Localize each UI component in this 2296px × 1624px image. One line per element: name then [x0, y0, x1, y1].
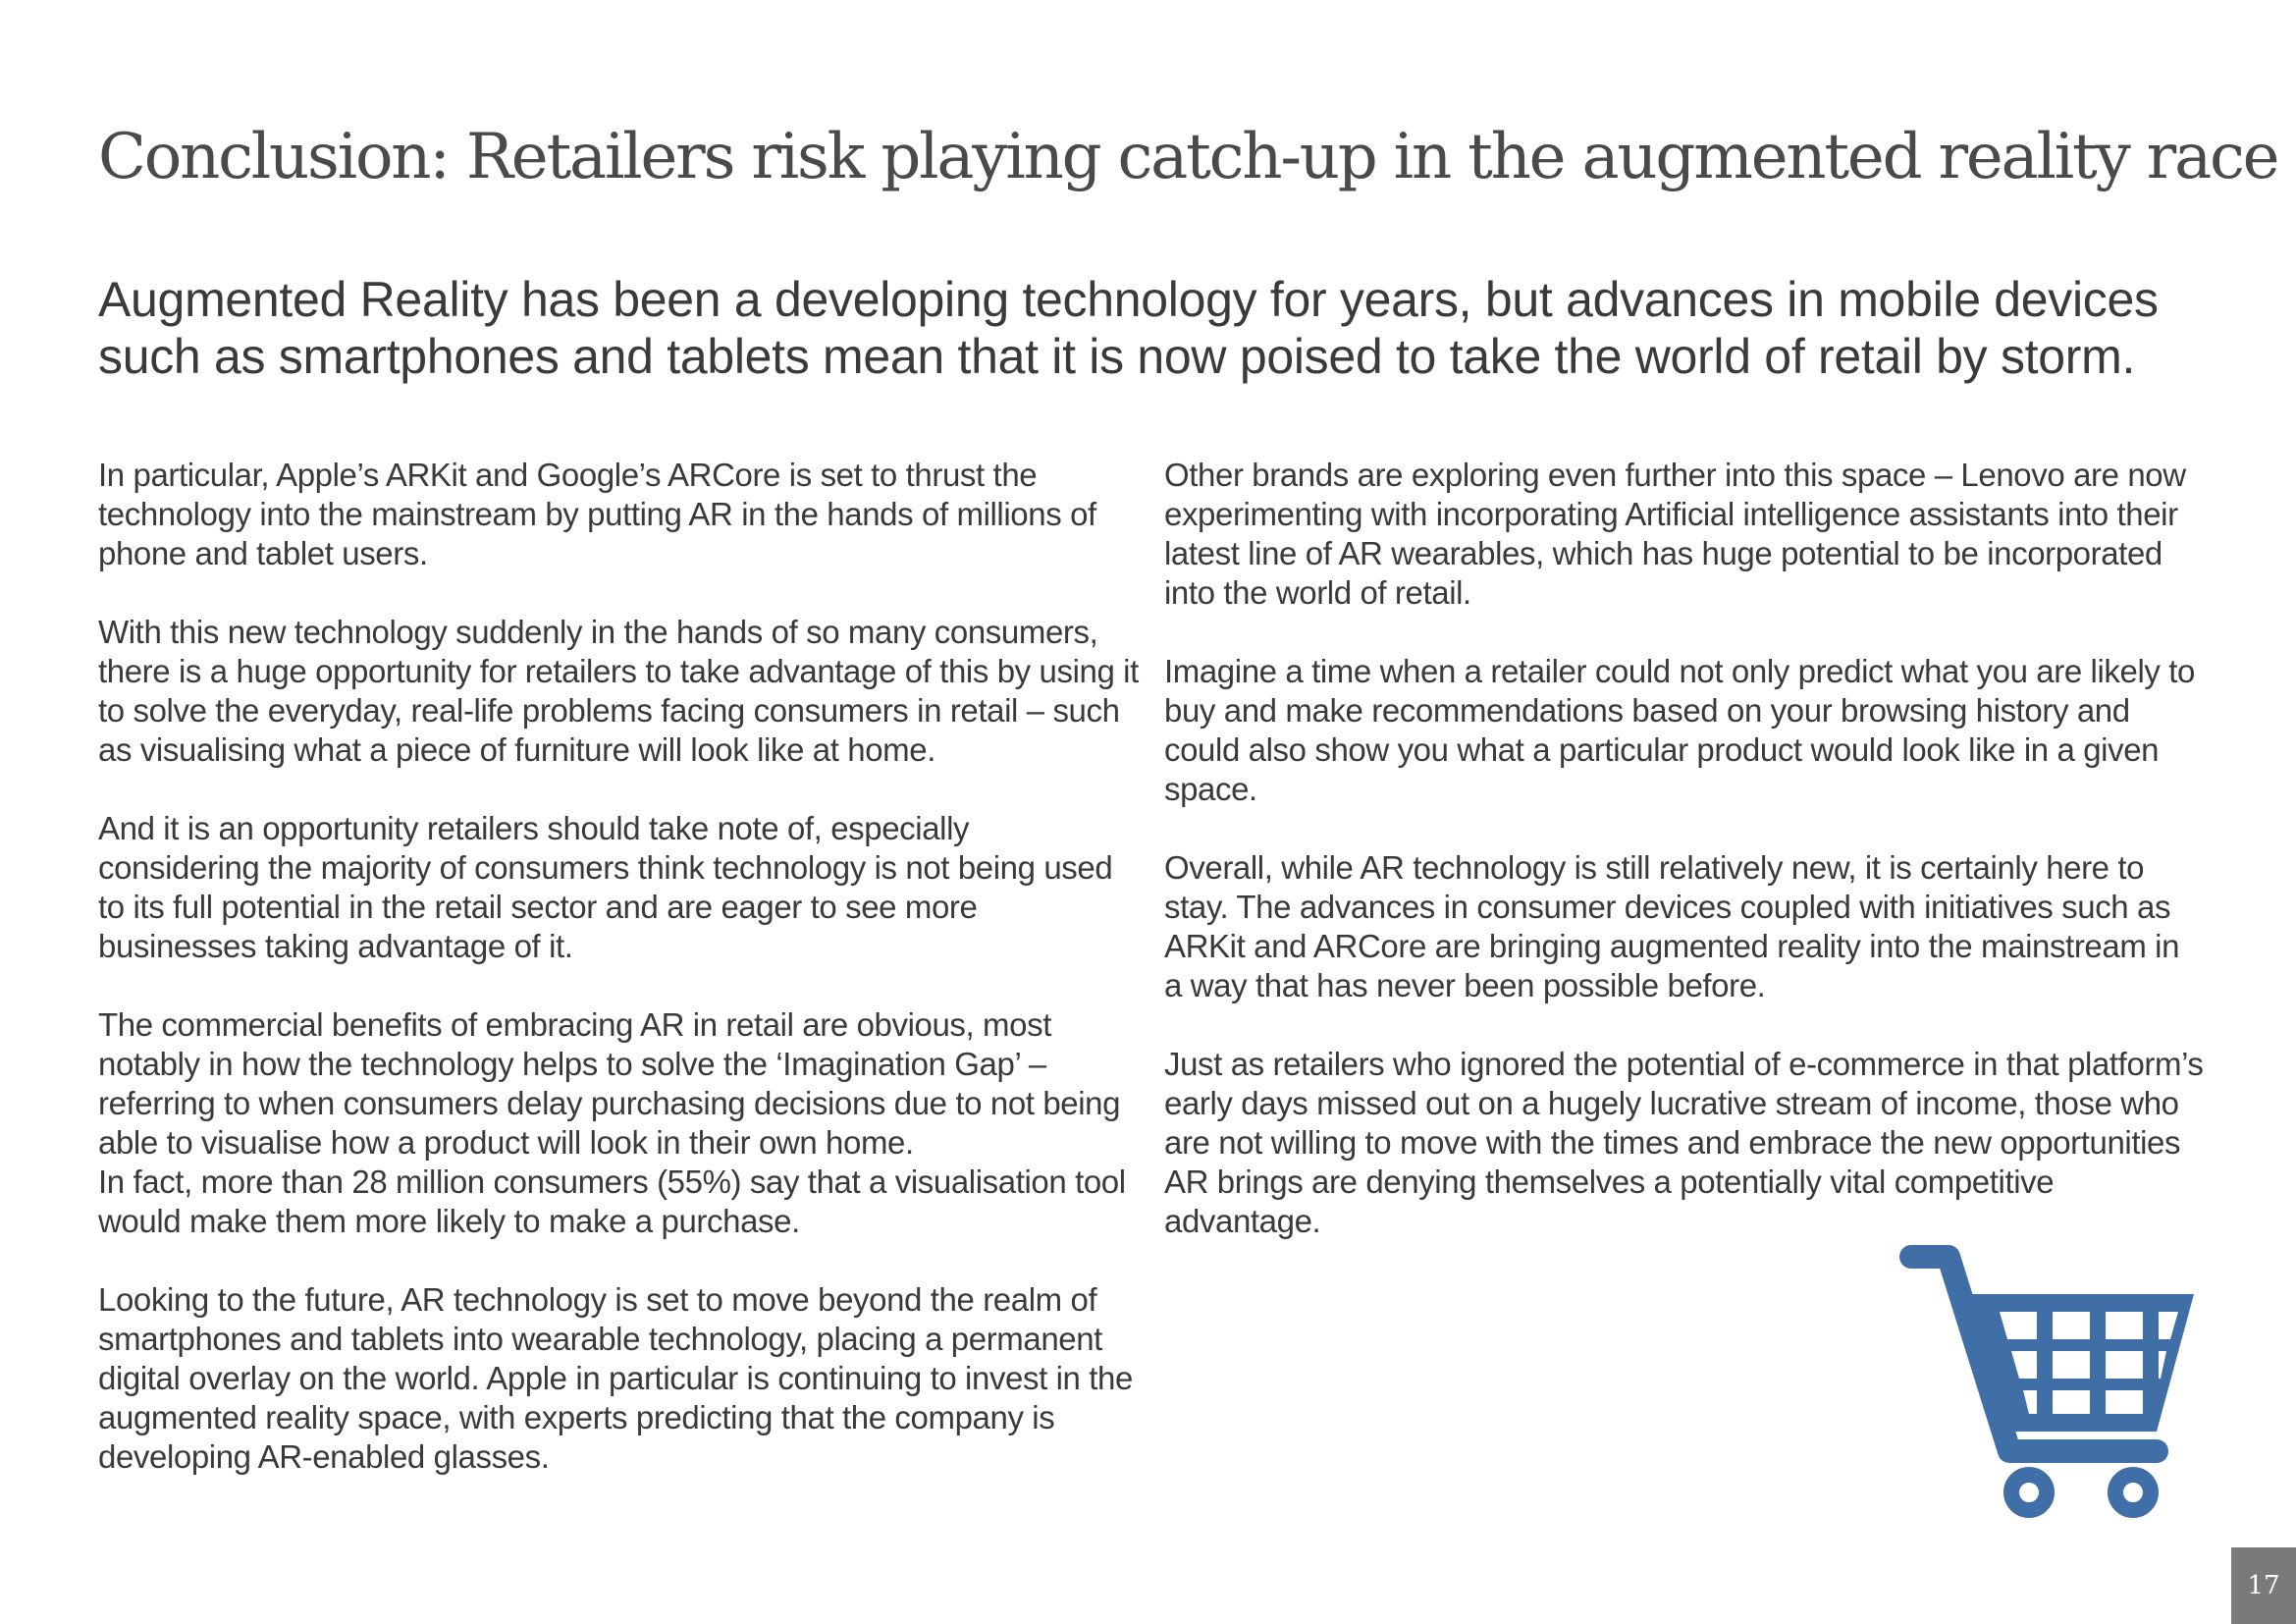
body-paragraph: Just as retailers who ignored the potential of e-commerce in that platform’s early days missed out on a hugely lucrative stream of income, those who are not willing to move with the times and embrace the new opportunities AR brings are denying themselves a potentially vital competitive advantage.: [1164, 1046, 2204, 1239]
body-paragraph: And it is an opportunity retailers should take note of, especially considering the majority of consumers think technology is not being used to its full potential in the retail sector and are eager to see more businesses taking advantage of it.: [98, 810, 1113, 964]
body-paragraph: The commercial benefits of embracing AR in retail are obvious, most notably in how the technology helps to solve the ‘Imagination Gap’ – referring to when consumers delay purchasing decisions due to not being able to visualise how a product will look in their own home.: [98, 1006, 1121, 1161]
lead-paragraph: Augmented Reality has been a developing technology for years, but advances in mobile devices such as smartphones and tablets mean that it is now poised to take the world of retail by storm.: [98, 272, 2159, 384]
page-title: Conclusion: Retailers risk playing catch-up in the augmented reality race: [98, 121, 2278, 193]
body-paragraph: Other brands are exploring even further into this space – Lenovo are now experimenting with incorporating Artificial intelligence assistants into their latest line of AR wearables, which has huge potential to be incorporated into the world of retail.: [1164, 457, 2186, 611]
body-paragraph: Imagine a time when a retailer could not only predict what you are likely to buy and make recommendations based on your browsing history and could also show you what a particular product would look like in a given space.: [1164, 653, 2195, 807]
page-number: 17: [2231, 1547, 2296, 1624]
body-paragraph: Looking to the future, AR technology is set to move beyond the realm of smartphones and tablets into wearable technology, placing a permanent digital overlay on the world. Apple in particular is continuing to invest in the augmented reality space, with experts predicting that the company is developing AR-enabled glasses.: [98, 1281, 1133, 1475]
right-column: [1164, 456, 2205, 1280]
left-column: [98, 456, 1139, 1516]
body-paragraph: With this new technology suddenly in the hands of so many consumers, there is a huge opportunity for retailers to take advantage of this by using it to solve the everyday, real-life problems facing consumers in retail – such as visualising what a piece of furniture will look like at home.: [98, 614, 1139, 768]
body-paragraph: In particular, Apple’s ARKit and Google’s ARCore is set to thrust the technology into the mainstream by putting AR in the hands of millions of phone and tablet users.: [98, 457, 1096, 571]
shopping-cart-icon: [1899, 1245, 2214, 1525]
body-paragraph: In fact, more than 28 million consumers (55%) say that a visualisation tool would make them more likely to make a purchase.: [98, 1164, 1126, 1239]
body-paragraph: Overall, while AR technology is still relatively new, it is certainly here to stay. The advances in consumer devices coupled with initiatives such as ARKit and ARCore are bringing augmented reality into the mainstream in a way that has never been possible before.: [1164, 849, 2180, 1003]
